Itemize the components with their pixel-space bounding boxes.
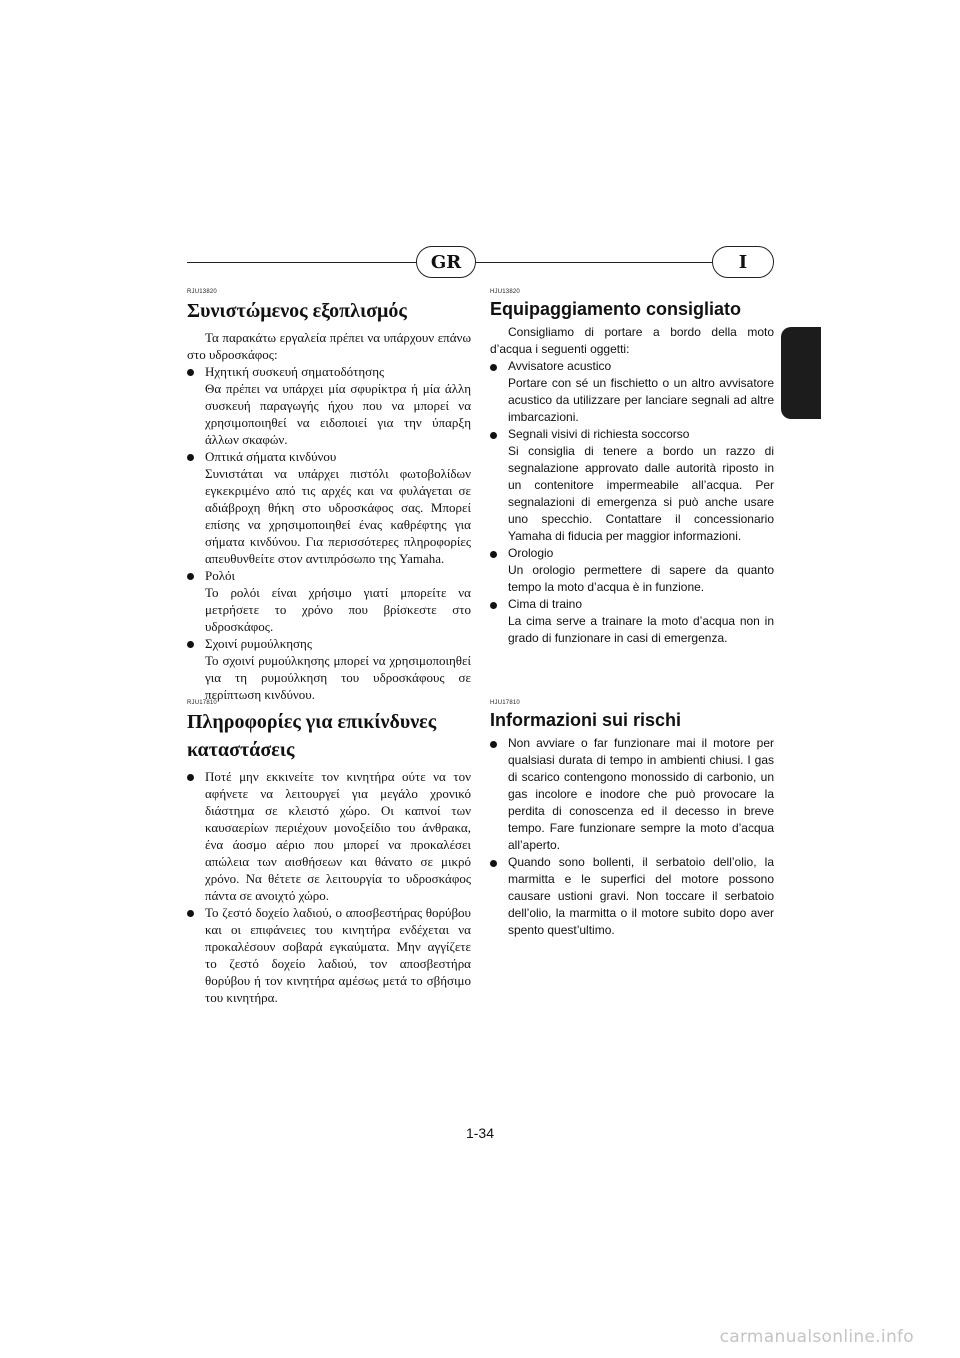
section-title: Equipaggiamento consigliato [490, 299, 742, 319]
intro-text: Τα παρακάτω εργαλεία πρέπει να υπάρχουν επάνω στο υδροσκάφος: [187, 330, 471, 362]
list-item [187, 567, 471, 635]
item-text: Ποτέ μην εκκινείτε τον κινητήρα ούτε να τον αφήνετε να λειτουργεί για μεγάλο χρονικό διάστημα σε κλειστό χώρο. Οι καπνοί των καυσαερίων περιέχουν μονοξείδιο του άνθρακα, ένα άοσμο αέριο που μπορεί να προκαλέσει απώλεια των αισθήσεων και θάνατο σε μικρό χρόνο. Να θέτετε σε λειτουργία το υδροσκάφος πάντα σε ανοιχτό χώρο. [205, 769, 471, 903]
list-item [187, 363, 471, 448]
bullet-icon [490, 432, 497, 439]
bullet-icon [187, 910, 194, 917]
section-code: HJU17810 [490, 700, 520, 706]
header-rule [187, 262, 774, 263]
equipment-list [187, 363, 471, 703]
bullet-icon [187, 369, 194, 376]
list-item [187, 448, 471, 567]
item-label: Avvisatore acustico [508, 359, 612, 373]
section-title: Informazioni sui rischi [490, 710, 682, 730]
list-item [490, 735, 774, 854]
item-text: Το ρολόι είναι χρήσιμο γιατί μπορείτε να μετρήσετε το χρόνο που βρίσκεστε στο υδροσκάφος. [205, 585, 471, 634]
bullet-icon [490, 602, 497, 609]
intro-text: Consigliamo di portare a bordo della moto d’acqua i seguenti oggetti: [490, 325, 774, 356]
list-item [187, 635, 471, 703]
item-text: Το ζεστό δοχείο λαδιού, ο αποσβεστήρας θορύβου και οι επιφάνειες του κινητήρα ενδέχεται να προκαλέσουν σοβαρά εγκαύματα. Μην αγγίζετε το ζεστό δοχείο λαδιού, τον αποσβεστήρα θορύβου ή τον κινητήρα αμέσως μετά το σβήσιμο του κινητήρα. [205, 905, 471, 1005]
item-label: Οπτικά σήματα κινδύνου [205, 449, 337, 464]
item-text: Si consiglia di tenere a bordo un razzo di segnalazione approvato dalle autorità riposto in un contenitore impermeabile all’acqua. Per segnalazioni di emergenza si può anche usare uno specchio. Contattare il concessionario Yamaha di fiducia per maggior informazioni. [508, 444, 774, 543]
list-item [490, 545, 774, 596]
bullet-icon [490, 551, 497, 558]
gr-hazards-section [187, 700, 471, 1006]
it-hazards-section [490, 700, 774, 939]
section-title: Συνιστώμενος εξοπλισμός [187, 300, 407, 322]
language-label-i: I [712, 246, 774, 278]
hazards-list [187, 768, 471, 1006]
item-text: Portare con sé un fischietto o un altro avvisatore acustico da utilizzare per lanciare segnali ad altre imbarcazioni. [508, 376, 774, 424]
bullet-icon [490, 741, 497, 748]
item-text: Non avviare o far funzionare mai il motore per qualsiasi durata di tempo in ambienti chiusi. I gas di scarico contengono monossido di carbonio, un gas incolore e inodore che può provocare la perdita di conoscenza ed il decesso in breve tempo. Fare funzionare sempre la moto d’acqua all’aperto. [508, 736, 774, 852]
gr-equipment-section [187, 289, 471, 703]
section-code: RJU13820 [187, 289, 217, 295]
it-equipment-section [490, 289, 774, 647]
item-label: Ηχητική συσκευή σηματοδότησης [205, 364, 385, 379]
item-text: Συνιστάται να υπάρχει πιστόλι φωτοβολίδων εγκεκριμένο από τις αρχές και να φυλάγεται σε αδιάβροχη θήκη στο υδροσκάφος σας. Μπορεί επίσης να χρησιμοποιηθεί ένας καθρέφτης για σήματα κινδύνου. Για περισσότερες πληροφορίες απευθυνθείτε στον αντιπρόσωπο της Yamaha. [205, 466, 471, 566]
page-number: 1-34 [465, 1125, 495, 1141]
bullet-icon [187, 573, 194, 580]
list-item [490, 596, 774, 647]
item-text: Un orologio permettere di sapere da quanto tempo la moto d’acqua è in funzione. [508, 563, 774, 594]
watermark-link[interactable]: carmanualsonline.info [719, 1327, 914, 1347]
bullet-icon [187, 774, 194, 781]
list-item [490, 358, 774, 426]
bullet-icon [490, 364, 497, 371]
chapter-tab [781, 327, 821, 419]
list-item [490, 426, 774, 545]
bullet-icon [187, 641, 194, 648]
item-label: Cima di traino [508, 597, 583, 611]
list-item [187, 768, 471, 904]
item-label: Σχοινί ρυμούλκησης [205, 636, 312, 651]
item-text: Το σχοινί ρυμούλκησης μπορεί να χρησιμοποιηθεί για τη ρυμούλκηση του υδροσκάφους σε περίπτωση κινδύνου. [205, 653, 471, 702]
bullet-icon [187, 454, 194, 461]
equipment-list [490, 358, 774, 647]
item-label: Orologio [508, 546, 554, 560]
item-label: Segnali visivi di richiesta soccorso [508, 427, 690, 441]
item-label: Ρολόι [205, 568, 236, 583]
hazards-list [490, 735, 774, 939]
section-title: Πληροφορίες για επικίνδυνες καταστάσεις [187, 711, 437, 761]
list-item [490, 854, 774, 939]
bullet-icon [490, 860, 497, 867]
item-text: Quando sono bollenti, il serbatoio dell’olio, la marmitta e le superfici del motore possono causare ustioni gravi. Non toccare il serbatoio dell’olio, la marmitta o il motore subito dopo aver spento quest’ultimo. [508, 855, 774, 937]
item-text: Θα πρέπει να υπάρχει μία σφυρίκτρα ή μία άλλη συσκευή παραγωγής ήχου που να μπορεί να χρησιμοποιηθεί να ειδοποιεί για την ύπαρξη άλλων σκαφών. [205, 381, 471, 447]
section-code: HJU13820 [490, 289, 520, 295]
item-text: La cima serve a trainare la moto d’acqua non in grado di funzionare in casi di emergenza. [508, 614, 774, 645]
language-label-gr: GR [416, 246, 476, 278]
section-code: RJU17810 [187, 700, 217, 706]
list-item [187, 904, 471, 1006]
